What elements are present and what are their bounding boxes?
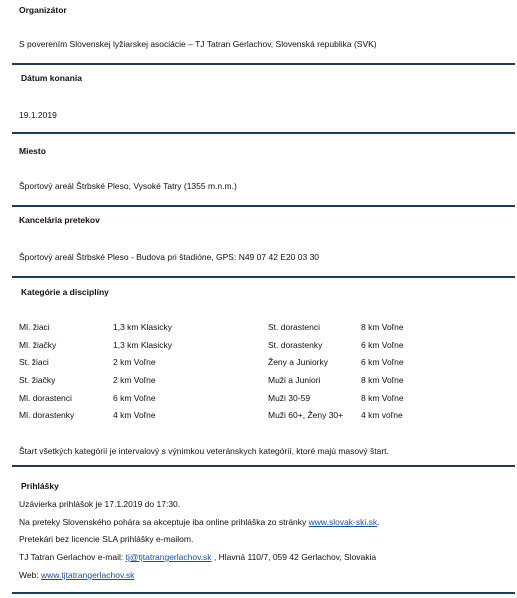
place-heading: Miesto [19, 146, 46, 156]
date-text: 19.1.2019 [19, 110, 57, 120]
club-web-link[interactable]: www.tjtatrangerlachov.sk [41, 570, 135, 580]
category-name: St. dorastenci [268, 322, 320, 332]
category-name: Muži 60+, Ženy 30+ [268, 410, 344, 420]
categories-heading: Kategórie a disciplíny [21, 287, 109, 297]
date-heading: Dátum konania [21, 73, 82, 83]
section-divider [12, 465, 515, 467]
office-heading: Kancelária pretekov [19, 215, 100, 225]
category-name: Muži 30-59 [268, 393, 311, 403]
club-address: , Hlavná 110/7, 059 42 Gerlachov, Slovakia [211, 552, 377, 562]
category-discipline: 6 km Voľne [361, 340, 404, 350]
license-note: Pretekári bez licencie SLA prihlášky e-mailom. [19, 534, 194, 544]
slovak-ski-link[interactable]: www.slovak-ski.sk [308, 517, 378, 527]
category-discipline: 2 km Voľne [113, 375, 156, 385]
category-discipline: 4 km Voľne [113, 410, 156, 420]
category-name: Muži a Juniori [268, 375, 321, 385]
category-discipline: 6 km Voľne [361, 357, 404, 367]
online-registration-end: . [377, 517, 380, 527]
registration-deadline: Uzávierka prihlášok je 17.1.2019 do 17:30. [19, 499, 181, 509]
online-registration-line [19, 517, 380, 527]
section-divider [12, 132, 515, 134]
club-contact-line [19, 552, 376, 562]
web-line [19, 570, 134, 580]
online-registration-text: Na preteky Slovenského pohára sa akceptuje iba online prihláška zo stránky [19, 517, 309, 527]
organizer-heading: Organizátor [19, 5, 67, 15]
category-discipline: 8 km Voľne [361, 322, 404, 332]
section-divider [12, 63, 515, 65]
category-discipline: 1,3 km Klasicky [113, 340, 173, 350]
office-text: Športový areál Štrbské Pleso - Budova pri štadióne, GPS: N49 07 42 E20 03 30 [19, 252, 320, 262]
category-discipline: 2 km Voľne [113, 357, 156, 367]
category-name: Ženy a Juniorky [268, 357, 328, 367]
category-name: Ml. dorastenci [19, 393, 72, 403]
place-text: Športový areál Štrbské Pleso, Vysoké Tatry (1355 m.n.m.) [19, 181, 237, 191]
category-discipline: 8 km Voľne [361, 393, 404, 403]
start-note: Štart všetkých kategórií je intervalový s výnimkou veteránskych kategórií, ktoré majú masový štart. [19, 446, 389, 456]
category-name: Ml. žiačky [19, 340, 57, 350]
club-email-link[interactable]: tj@tjtatrangerlachov.sk [125, 552, 212, 562]
organizer-text: S poverením Slovenskej lyžiarskej asociácie – TJ Tatran Gerlachov, Slovenská republika (SVK) [19, 39, 377, 49]
category-name: St. žiaci [19, 357, 49, 367]
category-discipline: 4 km voľne [361, 410, 403, 420]
club-contact-text: TJ Tatran Gerlachov e-mail: [19, 552, 126, 562]
category-name: St. žiačky [19, 375, 56, 385]
category-discipline: 6 km Voľne [113, 393, 156, 403]
category-discipline: 8 km Voľne [361, 375, 404, 385]
section-divider [12, 592, 515, 594]
category-discipline: 1,3 km Klasicky [113, 322, 173, 332]
category-name: Ml. žiaci [19, 322, 50, 332]
category-name: Ml. dorastenky [19, 410, 75, 420]
category-name: St. dorastenky [268, 340, 323, 350]
registration-heading: Prihlášky [21, 481, 59, 491]
section-divider [12, 205, 515, 207]
section-divider [12, 276, 515, 278]
web-label: Web: [19, 570, 42, 580]
